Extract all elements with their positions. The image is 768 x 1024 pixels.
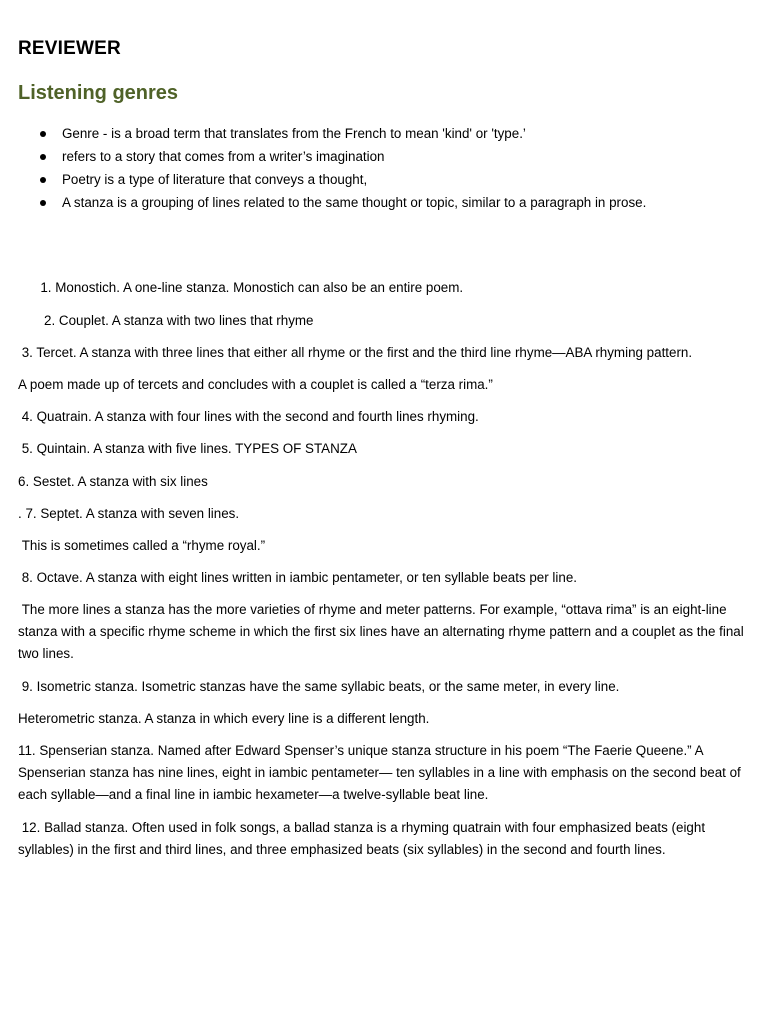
paragraph-sestet: 6. Sestet. A stanza with six lines: [18, 474, 208, 489]
bullet-list: [40, 124, 646, 216]
paragraph-quintain: 5. Quintain. A stanza with five lines. TYPES OF STANZA: [18, 441, 357, 456]
paragraph-septet: . 7. Septet. A stanza with seven lines.: [18, 506, 240, 521]
paragraph-octave: 8. Octave. A stanza with eight lines written in iambic pentameter, or ten syllable beats per line.: [18, 570, 577, 585]
bullet-item: [40, 170, 646, 193]
bullet-icon: [40, 177, 46, 183]
bullet-item: [40, 193, 646, 216]
bullet-text: Genre - is a broad term that translates from the French to mean 'kind' or 'type.’: [62, 126, 526, 141]
bullet-icon: [40, 154, 46, 160]
bullet-icon: [40, 131, 46, 137]
paragraph-monostich: 1. Monostich. A one-line stanza. Monostich can also be an entire poem.: [18, 280, 464, 295]
bullet-text: refers to a story that comes from a writer’s imagination: [62, 149, 385, 164]
bullet-item: [40, 124, 646, 147]
paragraph-tercet: 3. Tercet. A stanza with three lines that either all rhyme or the first and the third line rhyme—ABA rhyming pattern.: [18, 345, 693, 360]
paragraph-rhyme-royal: This is sometimes called a “rhyme royal.”: [18, 538, 266, 553]
document-title: REVIEWER: [18, 38, 121, 59]
paragraph-quatrain: 4. Quatrain. A stanza with four lines with the second and fourth lines rhyming.: [18, 409, 479, 424]
bullet-item: [40, 147, 646, 170]
paragraph-terza-rima: A poem made up of tercets and concludes with a couplet is called a “terza rima.”: [18, 377, 493, 392]
section-heading: Listening genres: [18, 82, 179, 104]
bullet-text: A stanza is a grouping of lines related to the same thought or topic, similar to a paragraph in prose.: [62, 195, 647, 210]
paragraph-couplet: 2. Couplet. A stanza with two lines that rhyme: [18, 313, 314, 328]
paragraph-ballad: 12. Ballad stanza. Often used in folk songs, a ballad stanza is a rhyming quatrain with four emphasized beats (eight syllables) in the first and third lines, and three emphasized beats (six syllables) in the second and fourth lines.: [18, 820, 709, 857]
bullet-icon: [40, 200, 46, 206]
paragraph-spenserian: 11. Spenserian stanza. Named after Edward Spenser’s unique stanza structure in his poem “The Faerie Queene.” A Spenserian stanza has nine lines, eight in iambic pentameter— ten syllables in a line with emphasis on the second beat of each syllable—and a final line in iambic hexameter—a twelve-syllable beat line.: [18, 743, 745, 802]
paragraph-ottava-rima: The more lines a stanza has the more varieties of rhyme and meter patterns. For example, “ottava rima” is an eight-line stanza with a specific rhyme scheme in which the first six lines have an alternating rhyme pattern and a couplet as the final two lines.: [18, 602, 748, 661]
bullet-text: Poetry is a type of literature that conveys a thought,: [62, 172, 368, 187]
paragraph-heterometric: Heterometric stanza. A stanza in which every line is a different length.: [18, 711, 430, 726]
paragraph-isometric: 9. Isometric stanza. Isometric stanzas have the same syllabic beats, or the same meter, in every line.: [18, 679, 620, 694]
